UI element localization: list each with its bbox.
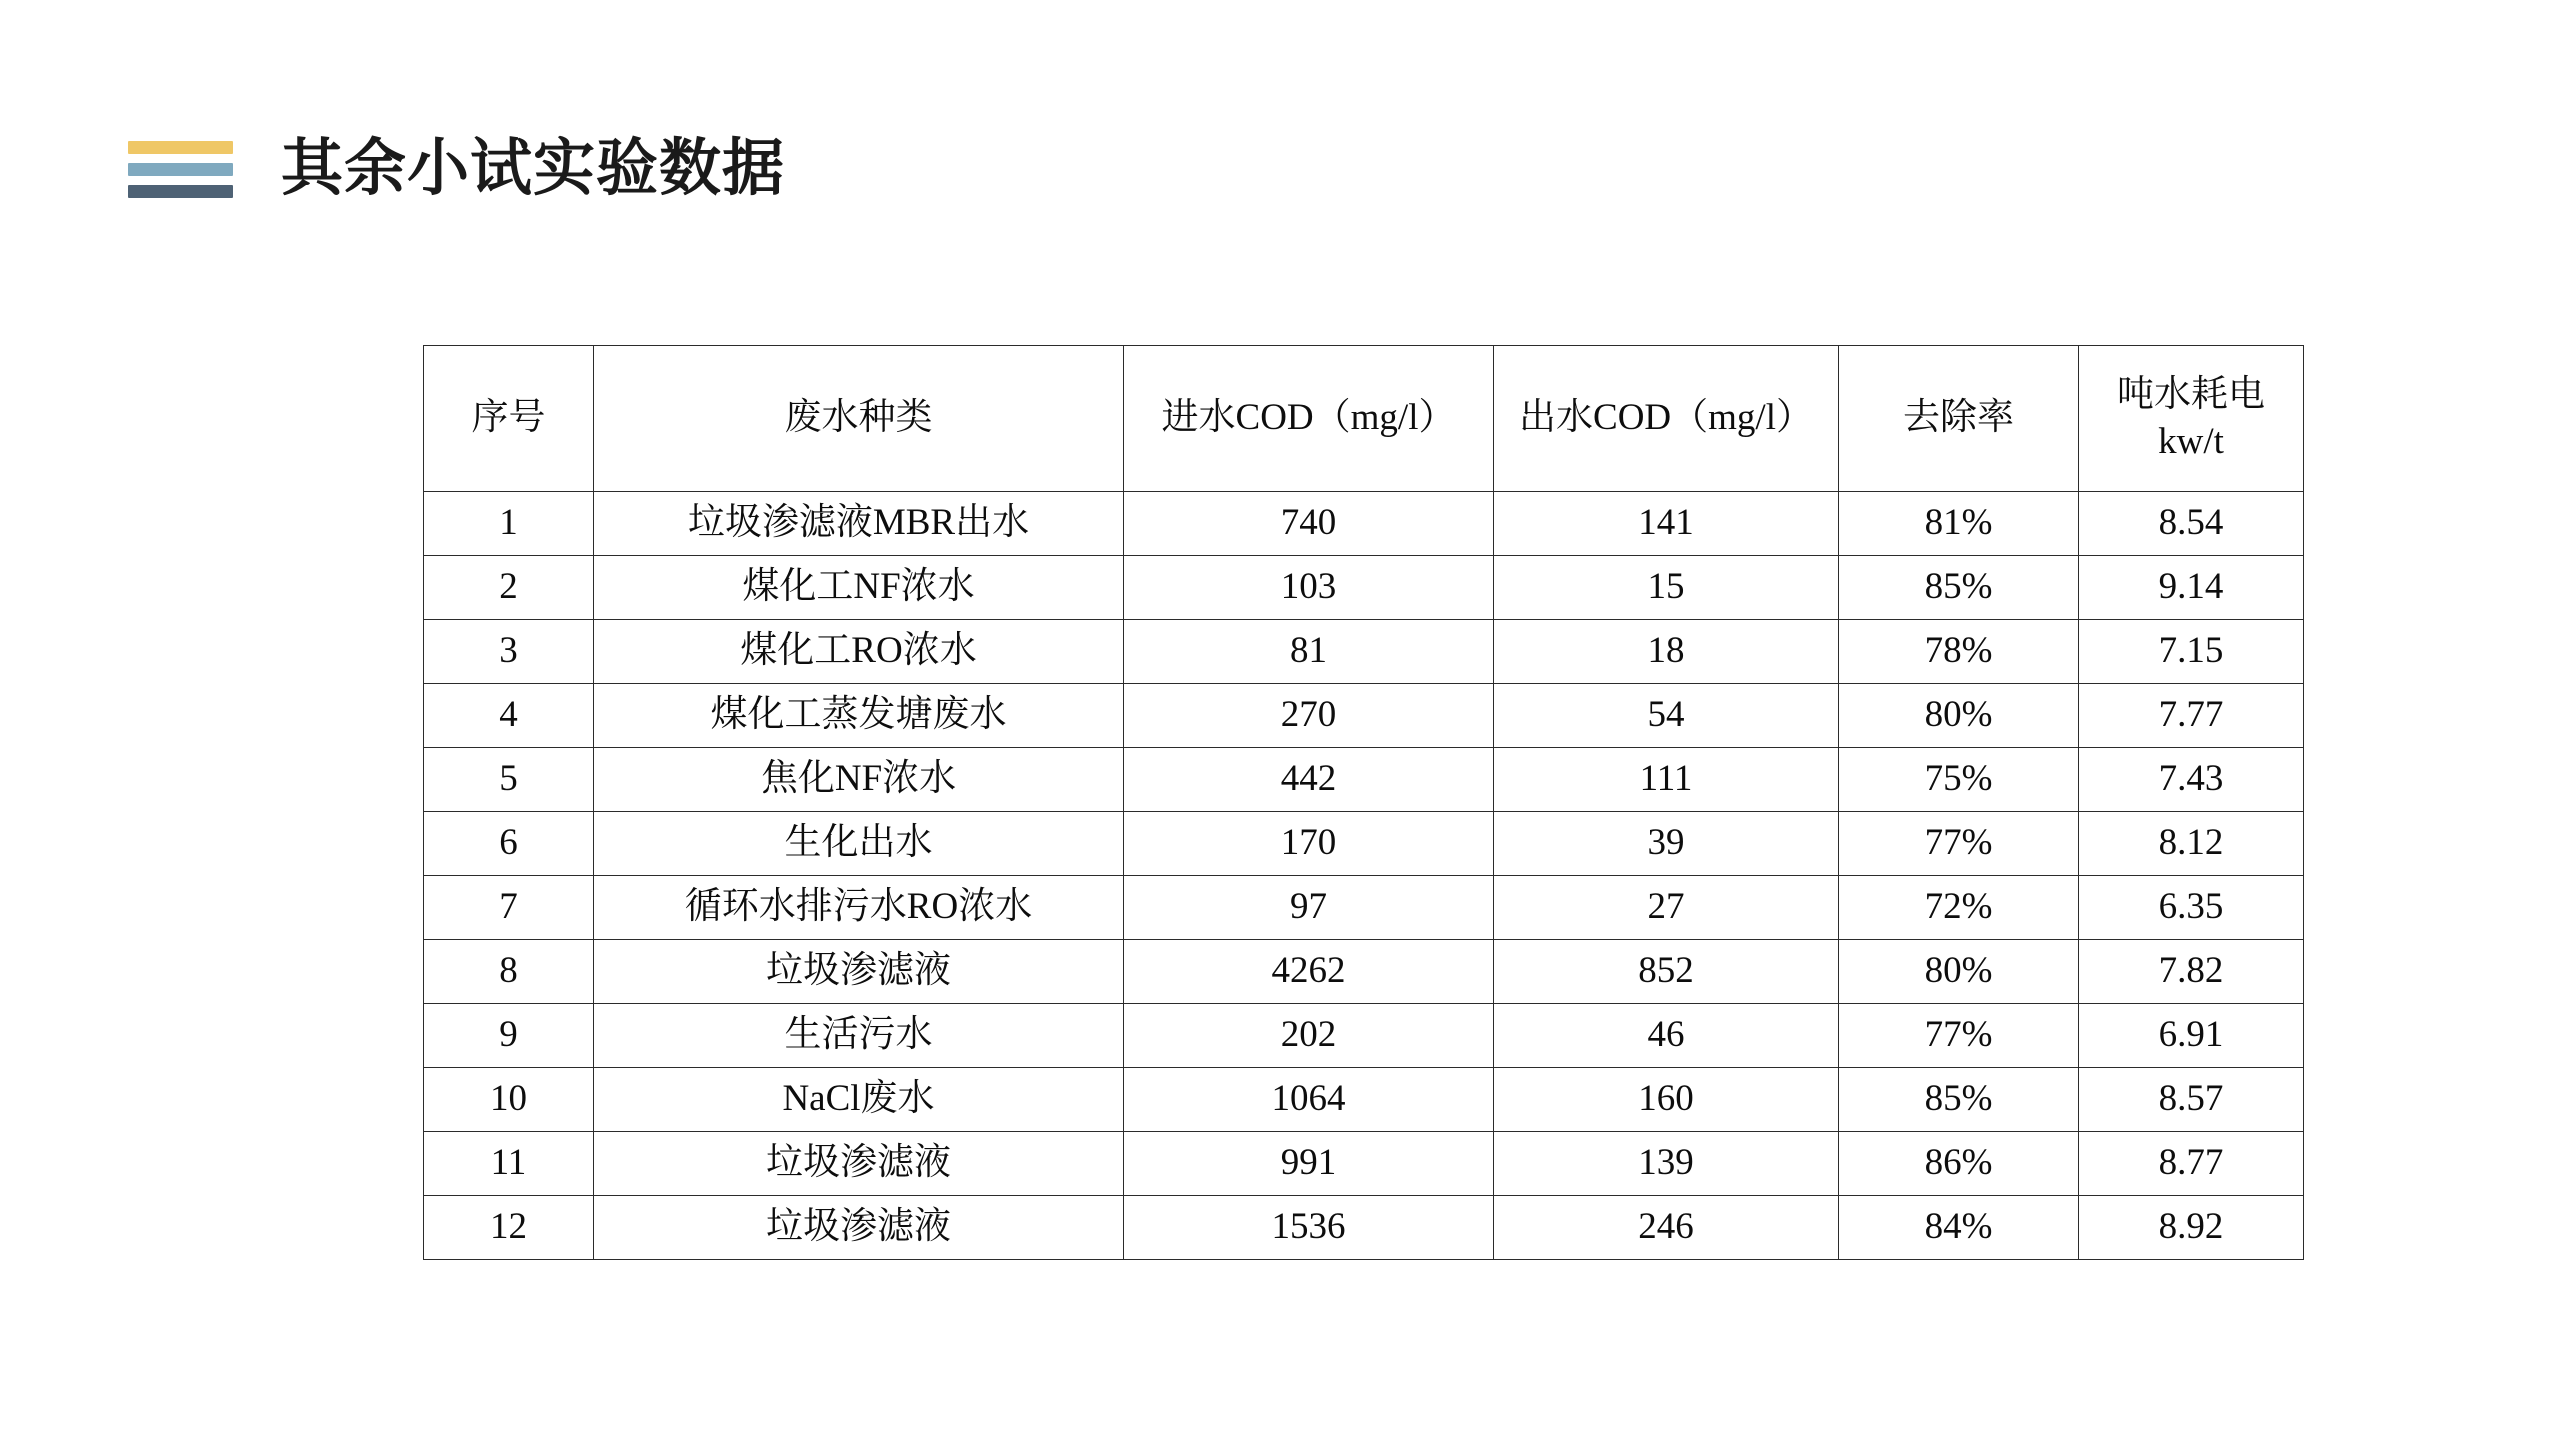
cell-effluent-cod: 54 [1494,684,1839,748]
cell-effluent-cod: 139 [1494,1132,1839,1196]
cell-influent-cod: 202 [1124,1004,1494,1068]
cell-wastewater-type: 生活污水 [594,1004,1124,1068]
cell-power: 8.77 [2079,1132,2304,1196]
cell-influent-cod: 442 [1124,748,1494,812]
cell-removal-rate: 77% [1839,812,2079,876]
cell-wastewater-type: NaCl废水 [594,1068,1124,1132]
cell-effluent-cod: 141 [1494,492,1839,556]
cell-index: 7 [424,876,594,940]
table-row [424,620,2304,684]
table-row [424,1132,2304,1196]
cell-power: 7.15 [2079,620,2304,684]
cell-effluent-cod: 111 [1494,748,1839,812]
experiment-data-table-container [423,345,2303,1260]
cell-removal-rate: 85% [1839,1068,2079,1132]
cell-effluent-cod: 246 [1494,1196,1839,1260]
power-header-line-2: kw/t [2158,420,2224,462]
cell-influent-cod: 1064 [1124,1068,1494,1132]
column-header-wastewater-type: 废水种类 [594,346,1124,492]
table-row [424,556,2304,620]
column-header-index: 序号 [424,346,594,492]
table-row [424,876,2304,940]
cell-effluent-cod: 27 [1494,876,1839,940]
cell-index: 10 [424,1068,594,1132]
cell-wastewater-type: 生化出水 [594,812,1124,876]
cell-influent-cod: 740 [1124,492,1494,556]
cell-wastewater-type: 垃圾渗滤液 [594,940,1124,1004]
table-row [424,492,2304,556]
cell-index: 5 [424,748,594,812]
cell-power: 6.91 [2079,1004,2304,1068]
cell-effluent-cod: 852 [1494,940,1839,1004]
cell-power: 7.82 [2079,940,2304,1004]
table-row [424,748,2304,812]
cell-wastewater-type: 循环水排污水RO浓水 [594,876,1124,940]
accent-bar-dark [128,185,233,198]
table-header-row [424,346,2304,492]
cell-removal-rate: 86% [1839,1132,2079,1196]
cell-power: 7.43 [2079,748,2304,812]
cell-effluent-cod: 46 [1494,1004,1839,1068]
accent-bar-yellow [128,141,233,154]
cell-index: 12 [424,1196,594,1260]
cell-removal-rate: 80% [1839,940,2079,1004]
table-body [424,492,2304,1260]
cell-removal-rate: 75% [1839,748,2079,812]
cell-wastewater-type: 煤化工NF浓水 [594,556,1124,620]
cell-wastewater-type: 煤化工蒸发塘废水 [594,684,1124,748]
cell-effluent-cod: 160 [1494,1068,1839,1132]
cell-removal-rate: 78% [1839,620,2079,684]
cell-effluent-cod: 39 [1494,812,1839,876]
cell-power: 9.14 [2079,556,2304,620]
header-accent-mark [128,141,233,198]
cell-index: 3 [424,620,594,684]
cell-wastewater-type: 煤化工RO浓水 [594,620,1124,684]
cell-removal-rate: 72% [1839,876,2079,940]
table-row [424,812,2304,876]
cell-effluent-cod: 18 [1494,620,1839,684]
cell-removal-rate: 81% [1839,492,2079,556]
table-header [424,346,2304,492]
cell-effluent-cod: 15 [1494,556,1839,620]
slide-header [128,134,786,203]
column-header-effluent-cod: 出水COD（mg/l） [1494,346,1839,492]
cell-influent-cod: 4262 [1124,940,1494,1004]
cell-wastewater-type: 垃圾渗滤液MBR出水 [594,492,1124,556]
column-header-power-consumption [2079,346,2304,492]
experiment-data-table [423,345,2304,1260]
cell-influent-cod: 270 [1124,684,1494,748]
page-title: 其余小试实验数据 [281,134,786,203]
cell-removal-rate: 77% [1839,1004,2079,1068]
column-header-removal-rate: 去除率 [1839,346,2079,492]
cell-power: 6.35 [2079,876,2304,940]
cell-removal-rate: 85% [1839,556,2079,620]
cell-influent-cod: 97 [1124,876,1494,940]
cell-wastewater-type: 焦化NF浓水 [594,748,1124,812]
cell-influent-cod: 991 [1124,1132,1494,1196]
cell-power: 8.57 [2079,1068,2304,1132]
cell-wastewater-type: 垃圾渗滤液 [594,1196,1124,1260]
cell-influent-cod: 81 [1124,620,1494,684]
table-row [424,940,2304,1004]
table-row [424,1068,2304,1132]
accent-bar-blue [128,163,233,176]
cell-index: 8 [424,940,594,1004]
cell-power: 8.54 [2079,492,2304,556]
cell-power: 8.92 [2079,1196,2304,1260]
cell-index: 9 [424,1004,594,1068]
cell-wastewater-type: 垃圾渗滤液 [594,1132,1124,1196]
cell-influent-cod: 170 [1124,812,1494,876]
cell-index: 2 [424,556,594,620]
cell-index: 1 [424,492,594,556]
cell-index: 4 [424,684,594,748]
table-row [424,684,2304,748]
cell-influent-cod: 1536 [1124,1196,1494,1260]
table-row [424,1196,2304,1260]
cell-influent-cod: 103 [1124,556,1494,620]
cell-index: 6 [424,812,594,876]
power-header-line-1: 吨水耗电 [2117,374,2265,416]
cell-removal-rate: 80% [1839,684,2079,748]
cell-power: 8.12 [2079,812,2304,876]
table-row [424,1004,2304,1068]
column-header-influent-cod: 进水COD（mg/l） [1124,346,1494,492]
cell-removal-rate: 84% [1839,1196,2079,1260]
cell-power: 7.77 [2079,684,2304,748]
cell-index: 11 [424,1132,594,1196]
